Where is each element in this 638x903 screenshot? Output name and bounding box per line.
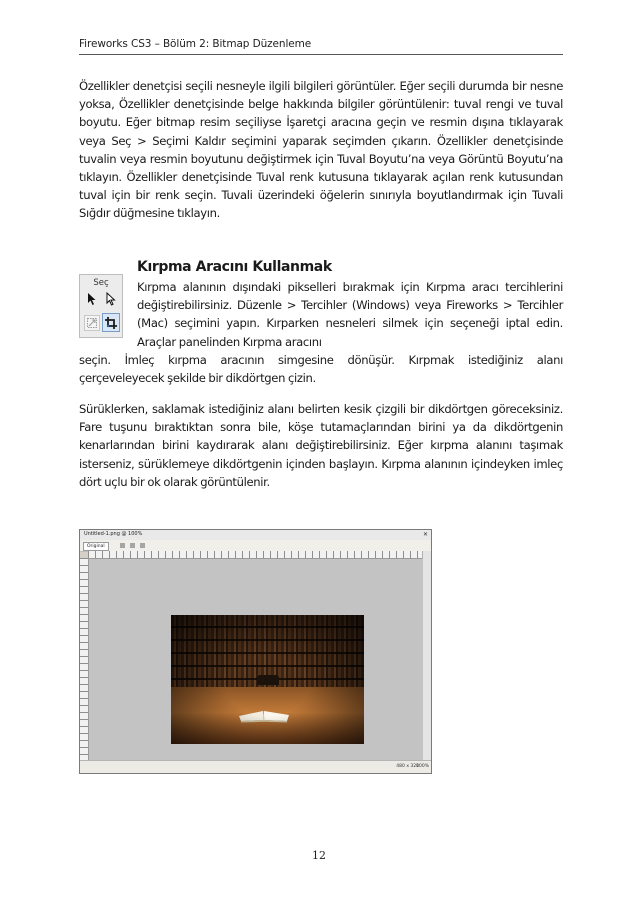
vertical-scrollbar[interactable] — [422, 551, 431, 761]
fireworks-document-screenshot — [79, 529, 432, 774]
running-header: Fireworks CS3 – Bölüm 2: Bitmap Düzenleme — [79, 38, 312, 50]
preview-icon[interactable] — [120, 543, 125, 548]
paragraph-properties-inspector: Özellikler denetçisi seçili nesneyle ilgili bilgileri görüntüler. Eğer seçili durumda bir nesne yoksa, Özellikler denetçisinde belge hakkında bilgiler görüntülenir: tuval rengi ve tuval boyutu. Eğer bitmap resim seçiliyse İşaretçi aracına geçin ve resmin dışına tıklayarak veya Seç > Seçimi Kaldır seçimini yaparak seçimden çıkarın. Özellikler denetçisinde tuvalin veya resmin boyutunu değiştirmek için Tuval Boyutu’na veya Görüntü Boyutu’na tıklayın. Özellikler denetçisinde Tuval renk kutusuna tıklayarak açılan renk kutusundan tuval için bir renk seçin. Tuvali üzerindeki öğelerin sınırıyla boyutlandırmak için Tuvali Sığdır düğmesine tıklayın. — [79, 79, 563, 221]
tools-panel-select-section — [79, 274, 123, 338]
close-icon[interactable]: ✕ — [422, 531, 428, 538]
horizontal-ruler — [88, 551, 431, 559]
photo-vignette — [171, 615, 364, 744]
subselection-tool-icon[interactable] — [103, 291, 119, 307]
scale-tool-icon[interactable] — [84, 315, 100, 331]
header-rule — [79, 54, 563, 55]
crop-tool-icon[interactable] — [102, 313, 120, 332]
document-title: Untitled-1.png @ 100% — [84, 531, 143, 537]
tools-panel-label: Seç — [93, 278, 109, 288]
tab-original[interactable]: Original — [83, 542, 109, 551]
page-number: 12 — [312, 849, 326, 862]
crop-paragraph-indented: Kırpma alanının dışındaki pikselleri bırakmak için Kırpma aracı tercihlerini değiştirebilirsiniz. Düzenle > Tercihler (Windows) veya Fireworks > Tercihler (Mac) seçimini yapın. Kırparken nesneleri silmek için seçeneği iptal edin. Araçlar panelinden Kırpma aracını — [137, 280, 563, 349]
section-heading: Kırpma Aracını Kullanmak — [137, 259, 332, 275]
4-up-icon[interactable] — [140, 543, 145, 548]
document-statusbar — [80, 760, 431, 773]
document-canvas[interactable] — [89, 559, 423, 761]
zoom-level[interactable]: 100% — [416, 764, 429, 769]
paragraph-dragging-crop: Sürüklerken, saklamak istediğiniz alanı belirten kesik çizgili bir dikdörtgen göreceksiniz. Fare tuşunu bıraktıktan sonra bile, köşe tutamaçlarından birini ya da dikdörtgenin kenarlarından birini kaydırarak alanı değiştirebilirsiniz. Eğer kırpma alanını taşımak isterseniz, sürüklemeye dikdörtgenin içinden başlayın. Kırpma alanının içindeyken imleç dört uçlu bir ok olarak görüntülenir. — [79, 402, 563, 489]
vertical-ruler — [80, 558, 89, 761]
pointer-tool-icon[interactable] — [84, 291, 100, 307]
crop-paragraph-continued: seçin. İmleç kırpma aracının simgesine dönüşür. Kırpmak istediğiniz alanı çerçeveleyecek şekilde bir dikdörtgen çizin. — [79, 353, 563, 386]
canvas-size-readout: 480 x 320 — [396, 764, 419, 769]
2-up-icon[interactable] — [130, 543, 135, 548]
library-photo[interactable] — [171, 615, 364, 744]
